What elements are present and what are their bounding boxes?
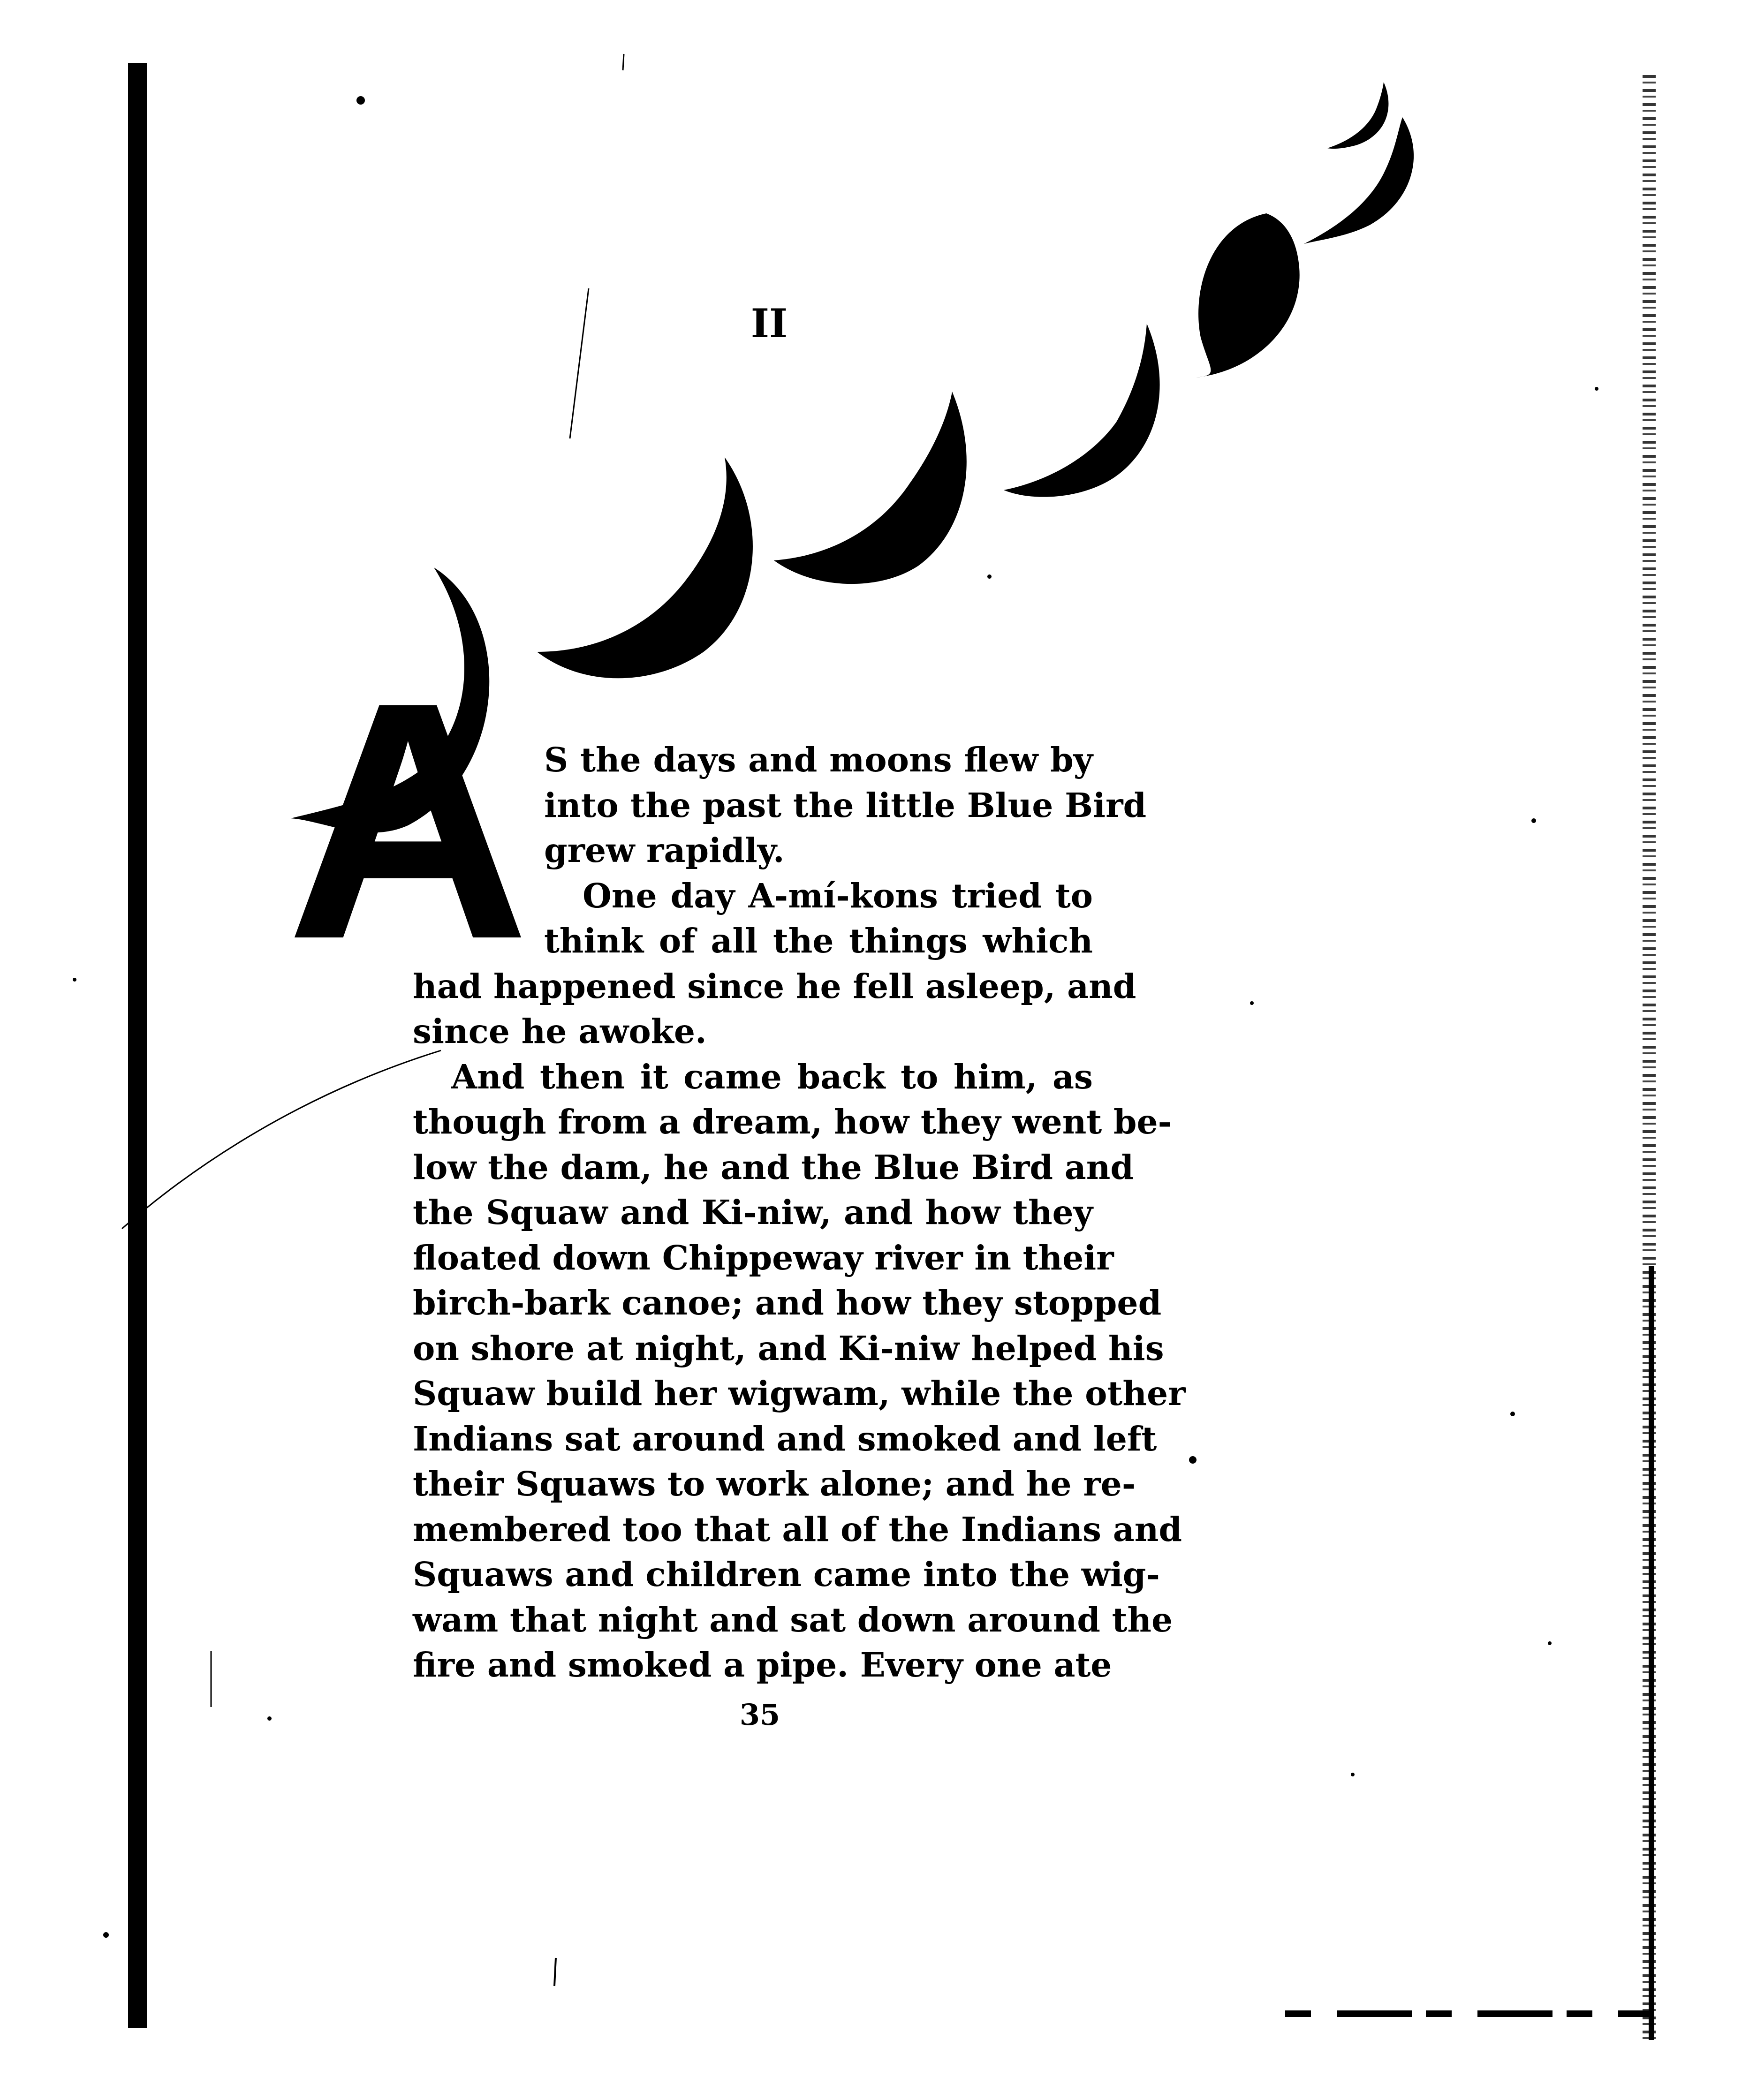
text-line: And then it came back to him, as bbox=[451, 1057, 1093, 1096]
text-line: grew rapidly. bbox=[544, 831, 785, 870]
text-line: think of all the things which bbox=[544, 921, 1093, 960]
drop-cap: A bbox=[286, 632, 530, 1009]
text-line: floated down Chippeway river in their bbox=[413, 1238, 1114, 1277]
text-line: on shore at night, and Ki-niw helped his bbox=[413, 1328, 1164, 1368]
scan-speck bbox=[1351, 1773, 1355, 1776]
crescent-moon-5 bbox=[1196, 213, 1300, 378]
text-line: into the past the little Blue Bird bbox=[544, 785, 1147, 825]
text-line: though from a dream, how they went be- bbox=[413, 1102, 1172, 1141]
text-line: had happened since he fell asleep, and bbox=[413, 966, 1136, 1006]
chapter-body-text bbox=[413, 737, 1186, 1688]
text-line: wam that night and sat down around the bbox=[413, 1600, 1173, 1639]
scan-speck bbox=[1531, 818, 1536, 823]
scan-speck bbox=[1548, 1641, 1552, 1645]
text-line: low the dam, he and the Blue Bird and bbox=[413, 1147, 1134, 1187]
text-line: the Squaw and Ki-niw, and how they bbox=[413, 1193, 1093, 1232]
text-line: S the days and moons flew by bbox=[544, 740, 1093, 779]
crescent-moon-7 bbox=[1327, 82, 1388, 149]
text-line: membered too that all of the Indians and bbox=[413, 1509, 1182, 1549]
crescent-moon-3 bbox=[774, 392, 967, 584]
pencil-stroke-artifact bbox=[570, 288, 589, 438]
paragraph-2 bbox=[413, 873, 1136, 1054]
scan-speck bbox=[1250, 1001, 1254, 1005]
text-line: Squaw build her wigwam, while the other bbox=[413, 1374, 1186, 1413]
paragraph-1 bbox=[413, 737, 1147, 873]
text-line: birch-bark canoe; and how they stopped bbox=[413, 1283, 1162, 1322]
scan-speck bbox=[987, 574, 992, 579]
pencil-stroke-artifact bbox=[554, 1958, 556, 1986]
text-line: since he awoke. bbox=[413, 1012, 707, 1051]
page-number: 35 bbox=[739, 1698, 780, 1732]
scan-speck bbox=[356, 96, 365, 105]
pencil-stroke-artifact bbox=[122, 1050, 441, 1229]
scan-speck bbox=[1510, 1412, 1515, 1416]
text-line: their Squaws to work alone; and he re- bbox=[413, 1464, 1136, 1503]
text-line: Squaws and children came into the wig- bbox=[413, 1555, 1160, 1594]
crescent-moon-2 bbox=[537, 457, 753, 678]
chapter-number: II bbox=[750, 300, 788, 347]
text-line: One day A-mí-kons tried to bbox=[583, 876, 1093, 915]
scan-speck bbox=[103, 1932, 109, 1938]
scan-speck bbox=[1595, 387, 1598, 391]
pencil-stroke-artifact bbox=[623, 54, 624, 70]
scan-speck bbox=[267, 1716, 272, 1721]
paragraph-3 bbox=[413, 1054, 1186, 1688]
scan-speck bbox=[73, 978, 76, 982]
text-line: Indians sat around and smoked and left bbox=[413, 1419, 1157, 1458]
text-line: fire and smoked a pipe. Every one ate bbox=[413, 1645, 1112, 1685]
scan-speck bbox=[1189, 1456, 1197, 1464]
crescent-moon-4 bbox=[1004, 324, 1160, 497]
